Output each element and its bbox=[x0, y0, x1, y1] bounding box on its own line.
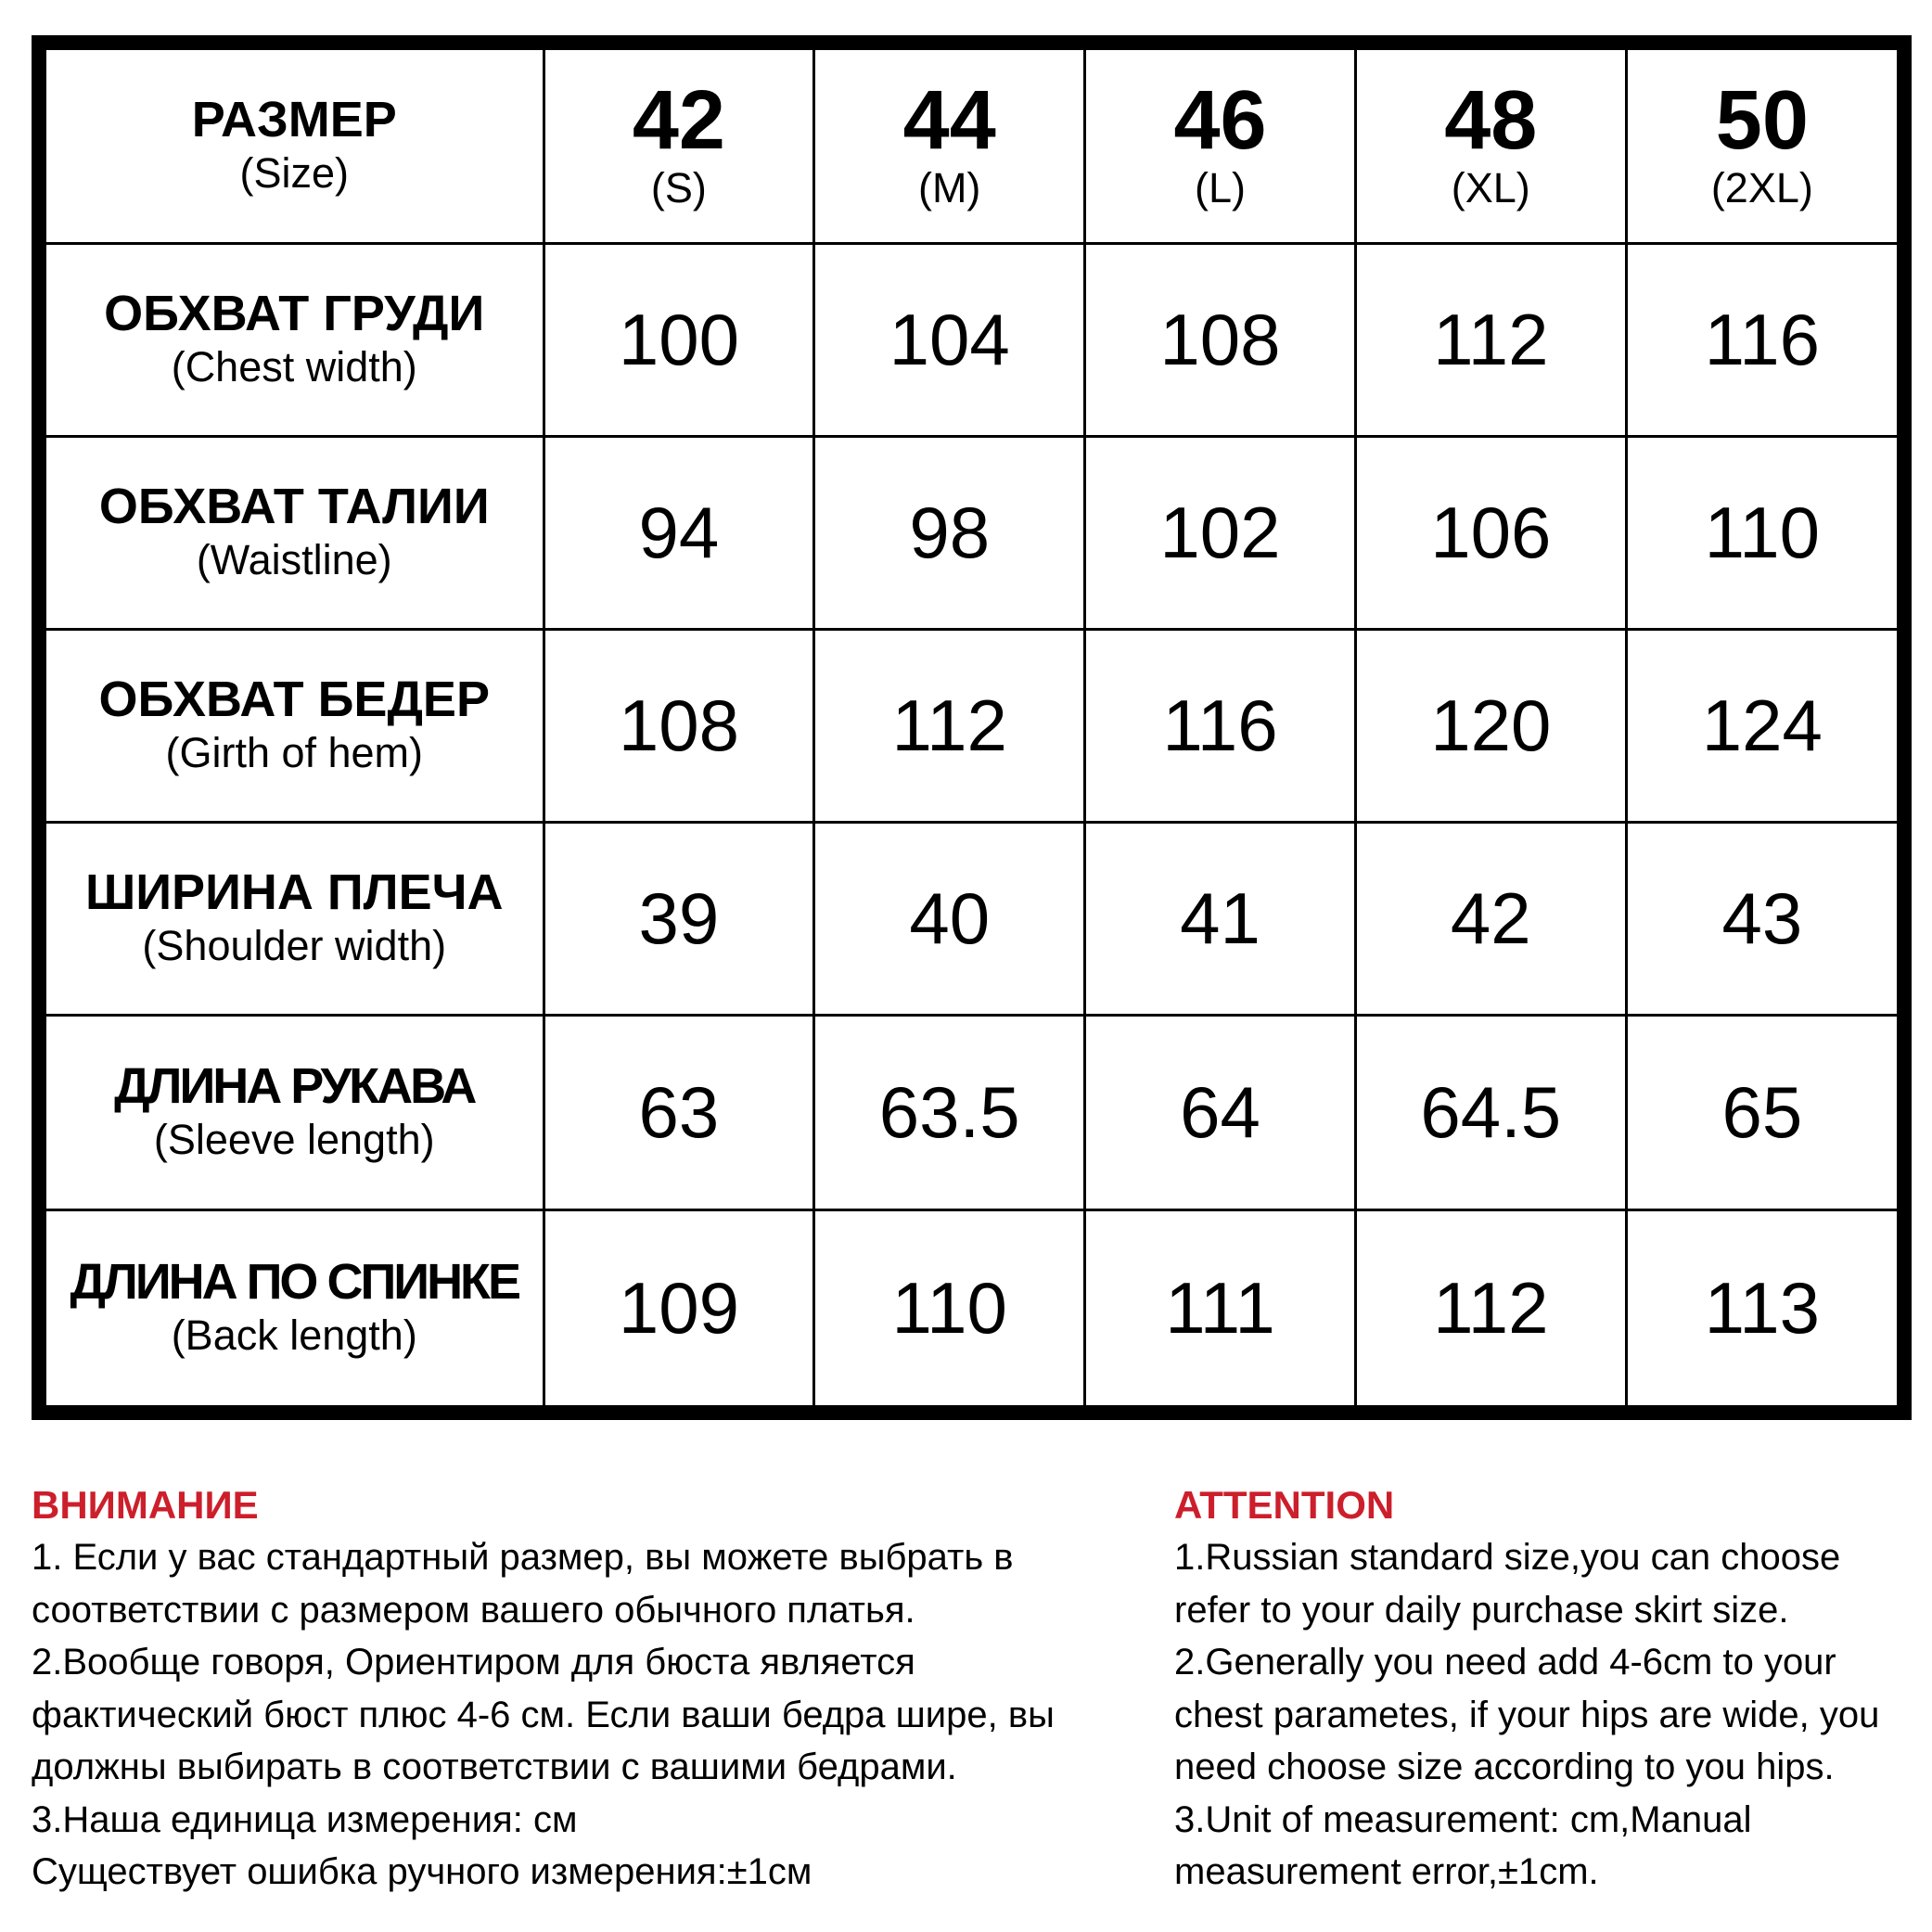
table-cell: 106 bbox=[1355, 436, 1626, 629]
notes-heading-ru: ВНИМАНИЕ bbox=[32, 1483, 259, 1527]
size-number: 48 bbox=[1444, 74, 1538, 168]
row-label-ru: ШИРИНА ПЛЕЧА bbox=[84, 864, 504, 920]
note-line: фактический бюст плюс 4-6 см. Если ваши бедра шире, вы bbox=[32, 1694, 1055, 1735]
table-cell: 110 bbox=[814, 1209, 1085, 1405]
notes-russian bbox=[32, 1479, 1145, 1899]
row-label-cell bbox=[46, 629, 544, 822]
note-line: chest parametes, if your hips are wide, you bbox=[1174, 1694, 1880, 1735]
table-cell: 111 bbox=[1085, 1209, 1356, 1405]
row-label-cell bbox=[46, 243, 544, 436]
size-number: 42 bbox=[632, 74, 725, 168]
row-label-en: (Chest width) bbox=[171, 343, 417, 390]
note-line: measurement error,±1cm. bbox=[1174, 1851, 1599, 1892]
row-label-en: (Sleeve length) bbox=[153, 1116, 435, 1163]
header-label-cell bbox=[46, 50, 544, 243]
table-row-shoulder bbox=[46, 822, 1897, 1015]
note-line: need choose size according to you hips. bbox=[1174, 1746, 1835, 1787]
notes-english bbox=[1174, 1479, 1916, 1899]
size-header-cell bbox=[1626, 50, 1897, 243]
table-row-waist bbox=[46, 436, 1897, 629]
row-label-cell bbox=[46, 1015, 544, 1209]
table-cell: 112 bbox=[1355, 243, 1626, 436]
table-row-hips bbox=[46, 629, 1897, 822]
note-line: соответствии с размером вашего обычного платья. bbox=[32, 1589, 915, 1631]
size-header-cell bbox=[544, 50, 814, 243]
note-line: 3.Наша единица измерения: см bbox=[32, 1798, 578, 1840]
table-cell: 40 bbox=[814, 822, 1085, 1015]
table-cell: 39 bbox=[544, 822, 814, 1015]
row-label-en: (Girth of hem) bbox=[165, 729, 424, 776]
size-table bbox=[46, 50, 1897, 1405]
row-label-ru: ДЛИНА РУКАВА bbox=[114, 1058, 475, 1114]
size-code: (M) bbox=[917, 164, 981, 212]
row-label-cell bbox=[46, 822, 544, 1015]
table-cell: 104 bbox=[814, 243, 1085, 436]
table-cell: 108 bbox=[1085, 243, 1356, 436]
table-cell: 63 bbox=[544, 1015, 814, 1209]
table-row-chest bbox=[46, 243, 1897, 436]
note-line: 1.Russian standard size,you can choose bbox=[1174, 1537, 1841, 1578]
size-label-ru: РАЗМЕР bbox=[191, 92, 397, 148]
row-label-en: (Shoulder width) bbox=[142, 922, 447, 969]
size-number: 44 bbox=[902, 74, 996, 168]
row-label-en: (Waistline) bbox=[196, 536, 392, 583]
table-cell: 41 bbox=[1085, 822, 1356, 1015]
table-row-back bbox=[46, 1209, 1897, 1405]
table-cell: 43 bbox=[1626, 822, 1897, 1015]
size-header-cell bbox=[1355, 50, 1626, 243]
row-label-ru: ДЛИНА ПО СПИНКЕ bbox=[70, 1254, 519, 1311]
row-label-en: (Back length) bbox=[171, 1311, 417, 1360]
table-cell: 113 bbox=[1626, 1209, 1897, 1405]
size-code: (S) bbox=[650, 164, 707, 212]
table-cell: 110 bbox=[1626, 436, 1897, 629]
row-label-ru: ОБХВАТ ГРУДИ bbox=[104, 286, 485, 341]
table-cell: 98 bbox=[814, 436, 1085, 629]
size-code: (2XL) bbox=[1710, 164, 1813, 212]
table-cell: 100 bbox=[544, 243, 814, 436]
table-cell: 64 bbox=[1085, 1015, 1356, 1209]
size-header-cell bbox=[814, 50, 1085, 243]
size-chart-table bbox=[32, 35, 1912, 1420]
note-line: refer to your daily purchase skirt size. bbox=[1174, 1589, 1789, 1631]
table-cell: 116 bbox=[1626, 243, 1897, 436]
table-cell: 94 bbox=[544, 436, 814, 629]
size-label-en: (Size) bbox=[239, 149, 349, 198]
note-line: Существует ошибка ручного измерения:±1см bbox=[32, 1851, 812, 1892]
table-cell: 109 bbox=[544, 1209, 814, 1405]
table-cell: 116 bbox=[1085, 629, 1356, 822]
note-line: должны выбирать в соответствии с вашими бедрами. bbox=[32, 1746, 957, 1787]
row-label-cell bbox=[46, 436, 544, 629]
row-label-cell bbox=[46, 1209, 544, 1405]
row-label-ru: ОБХВАТ БЕДЕР bbox=[98, 672, 490, 727]
notes-heading-en: ATTENTION bbox=[1174, 1483, 1395, 1527]
size-header-cell bbox=[1085, 50, 1356, 243]
note-line: 3.Unit of measurement: cm,Manual bbox=[1174, 1798, 1752, 1840]
table-cell: 108 bbox=[544, 629, 814, 822]
table-row-sleeve bbox=[46, 1015, 1897, 1209]
table-cell: 64.5 bbox=[1355, 1015, 1626, 1209]
size-code: (XL) bbox=[1451, 164, 1530, 212]
table-header-row bbox=[46, 50, 1897, 243]
row-label-ru: ОБХВАТ ТАЛИИ bbox=[98, 479, 490, 534]
size-number: 50 bbox=[1715, 74, 1809, 168]
size-number: 46 bbox=[1173, 74, 1267, 168]
note-line: 2.Вообще говоря, Ориентиром для бюста является bbox=[32, 1642, 915, 1683]
table-cell: 112 bbox=[814, 629, 1085, 822]
size-code: (L) bbox=[1194, 164, 1246, 212]
table-cell: 124 bbox=[1626, 629, 1897, 822]
note-line: 2.Generally you need add 4-6cm to your bbox=[1174, 1642, 1836, 1683]
table-cell: 112 bbox=[1355, 1209, 1626, 1405]
table-cell: 120 bbox=[1355, 629, 1626, 822]
note-line: 1. Если у вас стандартный размер, вы можете выбрать в bbox=[32, 1537, 1014, 1578]
table-cell: 65 bbox=[1626, 1015, 1897, 1209]
table-cell: 63.5 bbox=[814, 1015, 1085, 1209]
table-cell: 42 bbox=[1355, 822, 1626, 1015]
table-cell: 102 bbox=[1085, 436, 1356, 629]
